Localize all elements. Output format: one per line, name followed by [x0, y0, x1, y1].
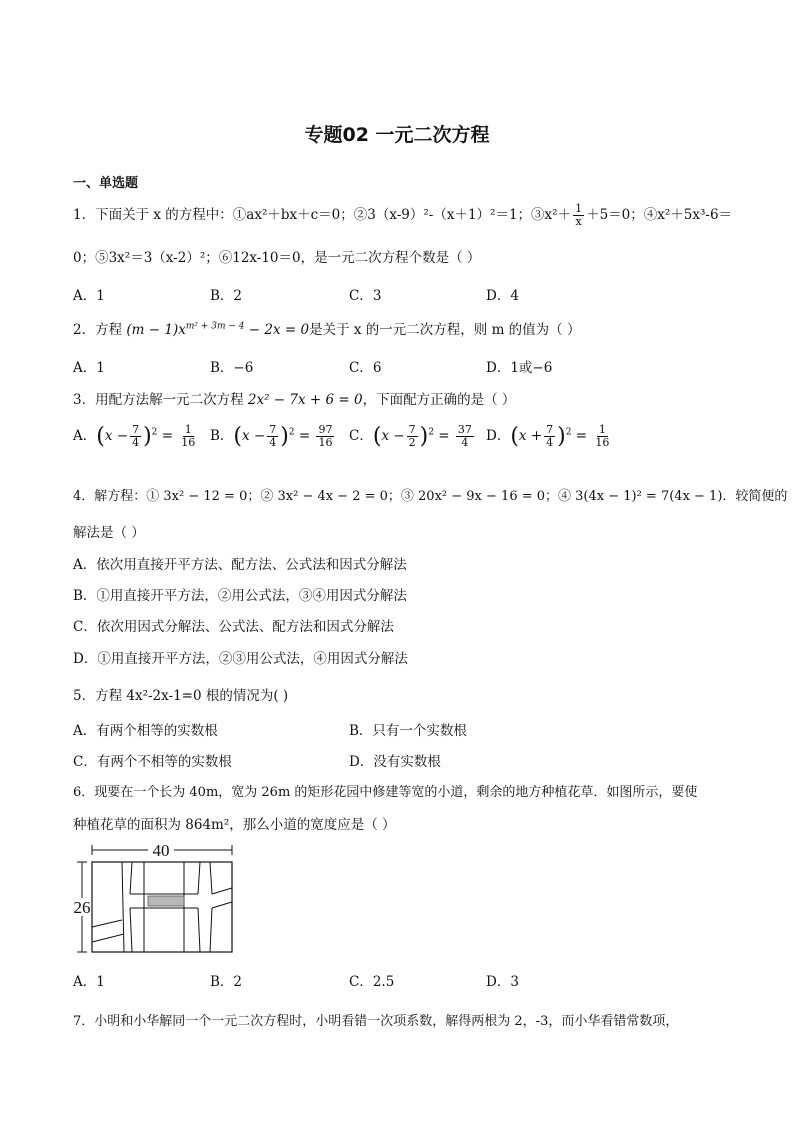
q4-option-a[interactable]: A．依次用直接开平方法、配方法、公式法和因式分解法 [73, 557, 407, 573]
q3-option-d[interactable] [486, 424, 613, 449]
q3-c-frac2 [456, 424, 474, 449]
horizontal-path-right-2 [212, 902, 232, 908]
q3-a-lparen: ( [96, 424, 105, 449]
q3-d-label: D． [486, 428, 511, 444]
q3-equation: 2x² − 7x + 6 = 0 [247, 392, 363, 408]
q3-a-frac1 [130, 424, 141, 449]
q1-option-a[interactable]: A．1 [73, 288, 105, 304]
q1-frac-num: 1 [575, 202, 583, 215]
question-2-line [73, 318, 580, 338]
q3-prefix: 3．用配方法解一元二次方程 [73, 392, 244, 408]
q3-b-label: B． [210, 428, 234, 444]
q4-option-b[interactable]: B．①用直接开平方法，②用公式法，③④用因式分解法 [73, 588, 407, 604]
q3-b-rparen: ) [280, 424, 289, 449]
q3-d-n2: 1 [598, 423, 606, 436]
q2-option-b[interactable]: B．−6 [210, 360, 254, 376]
q3-option-c[interactable] [349, 424, 476, 449]
q3-a-label: A． [73, 428, 97, 444]
q2-suffix: 是关于 x 的一元二次方程，则 m 的值为（ ） [309, 322, 581, 338]
left-path-edge-1 [122, 862, 124, 952]
question-3-line [73, 388, 515, 408]
left-path-edge-3 [130, 908, 132, 952]
section-heading: 一、单选题 [73, 176, 139, 191]
q4-option-c[interactable]: C．依次用因式分解法、公式法、配方法和因式分解法 [73, 619, 394, 635]
q3-a-exp: 2 [151, 427, 158, 438]
q3-c-frac1 [407, 424, 418, 449]
q3-a-n1: 7 [132, 423, 140, 436]
width-label: 40 [152, 842, 170, 860]
q3-a-d1: 4 [132, 436, 140, 449]
q3-d-lparen: ( [510, 424, 519, 449]
q1-text-prefix: 1．下面关于 x 的方程中：①ax²＋bx＋c＝0；②3（x-9）²-（x＋1）²＝1；③x²＋ [73, 207, 572, 223]
q2-option-c[interactable]: C．6 [349, 360, 382, 376]
q6-option-b[interactable]: B．2 [210, 974, 243, 990]
question-7-line-1: 7．小明和小华解同一个一元二次方程时，小明看错一次项系数，解得两根为 2，-3，而小华看错常数项， [73, 1014, 679, 1029]
q3-c-eq: = [438, 428, 450, 444]
q3-c-d1: 2 [408, 436, 416, 449]
q1-option-b[interactable]: B．2 [210, 288, 243, 304]
page-title: 专题02 一元二次方程 [304, 124, 490, 146]
q3-suffix: ，下面配方正确的是（ ） [362, 392, 516, 408]
question-1-line-2: 0；⑤3x²＝3（x-2）²；⑥12x-10＝0，是一元二次方程个数是（ ） [73, 250, 481, 266]
q3-c-d2: 4 [461, 436, 469, 449]
garden-path-figure [70, 842, 240, 957]
q1-frac-den: x [575, 215, 582, 228]
q5-option-b[interactable]: B．只有一个实数根 [349, 723, 467, 739]
question-4-line-1: 4．解方程：① 3x² − 12 = 0；② 3x² − 4x − 2 = 0；③ 20x² − 9x − 16 = 0；④ 3(4x − 1)² = 7(4x − 1)．较简便的 [73, 489, 788, 504]
q3-b-exp: 2 [288, 427, 295, 438]
q3-d-frac2 [593, 424, 611, 449]
q3-a-d2: 16 [181, 436, 196, 449]
q4-option-d[interactable]: D．①用直接开平方法，②③用公式法，④用因式分解法 [73, 651, 408, 667]
q3-c-n1: 7 [408, 423, 416, 436]
q3-c-n2: 37 [457, 423, 472, 436]
right-path-edge-4 [210, 908, 212, 952]
q3-d-d1: 4 [546, 436, 554, 449]
q5-option-c[interactable]: C．有两个不相等的实数根 [73, 754, 232, 770]
right-path-edge-1 [198, 862, 200, 894]
q3-a-frac2 [179, 424, 197, 449]
q6-option-a[interactable]: A．1 [73, 974, 105, 990]
q3-b-d2: 16 [318, 436, 333, 449]
horizontal-path-left [92, 920, 122, 927]
q3-d-d2: 16 [595, 436, 610, 449]
left-path-edge-2 [130, 862, 132, 894]
question-1-line-1 [73, 203, 732, 228]
q2-eq-rest: − 2x = 0 [248, 322, 310, 338]
q6-option-c[interactable]: C．2.5 [349, 974, 395, 990]
q3-d-eq: = [575, 428, 588, 444]
height-label: 26 [73, 898, 91, 917]
q3-b-d1: 4 [269, 436, 277, 449]
q3-d-rparen: ) [557, 424, 566, 449]
q2-equation [126, 322, 309, 338]
q3-a-n2: 1 [184, 423, 192, 436]
q3-d-frac1 [544, 424, 555, 449]
q3-a-eq: = [161, 428, 173, 444]
q3-d-exp: 2 [565, 427, 572, 438]
q3-c-exp: 2 [428, 427, 434, 438]
q3-c-inner: x − [381, 428, 405, 444]
q3-b-n1: 7 [269, 423, 277, 436]
q2-eq-base: (m − 1)x [126, 322, 186, 338]
q3-b-frac2 [316, 424, 334, 449]
question-4-line-2: 解法是（ ） [73, 525, 145, 541]
right-path-edge-2 [210, 862, 212, 894]
q3-b-lparen: ( [233, 424, 243, 449]
q2-eq-exponent: m² + 3m − 4 [185, 321, 245, 332]
q6-option-d[interactable]: D．3 [486, 974, 519, 990]
q5-option-d[interactable]: D．没有实数根 [349, 754, 441, 770]
q3-a-inner: x − [104, 428, 129, 444]
q3-c-label: C． [349, 428, 373, 444]
q1-option-d[interactable]: D．4 [486, 288, 519, 304]
q1-fraction [573, 203, 584, 228]
question-5-line: 5．方程 4x²-2x-1=0 根的情况为( ) [73, 688, 289, 704]
q3-c-lparen: ( [372, 424, 382, 449]
horizontal-path-left-2 [92, 934, 124, 942]
q2-option-d[interactable]: D．1或−6 [486, 360, 553, 376]
q3-d-n1: 7 [546, 423, 554, 436]
right-path-edge-3 [198, 908, 200, 952]
q3-d-inner: x + [518, 428, 543, 444]
question-6-line-1: 6．现要在一个长为 40m，宽为 26m 的矩形花园中修建等宽的小道，剩余的地方种植花草．如图所示，要使 [73, 785, 698, 800]
q3-b-n2: 97 [318, 423, 333, 436]
q1-option-c[interactable]: C．3 [349, 288, 382, 304]
q2-option-a[interactable]: A．1 [73, 360, 105, 376]
shaded-path-segment [148, 896, 184, 906]
horizontal-path-right [212, 888, 232, 894]
q3-b-inner: x − [242, 428, 266, 444]
q3-a-rparen: ) [143, 424, 152, 449]
q3-b-frac1 [267, 424, 278, 449]
q2-prefix: 2．方程 [73, 322, 123, 338]
q3-c-rparen: ) [419, 424, 429, 449]
q3-b-eq: = [298, 428, 311, 444]
question-6-line-2: 种植花草的面积为 864m²，那么小道的宽度应是（ ） [73, 817, 396, 833]
q3-option-b[interactable] [210, 424, 336, 449]
q3-option-a[interactable] [73, 424, 199, 449]
q5-option-a[interactable]: A．有两个相等的实数根 [73, 723, 218, 739]
q1-text-suffix: ＋5＝0；④x²＋5x³-6＝ [586, 207, 733, 223]
